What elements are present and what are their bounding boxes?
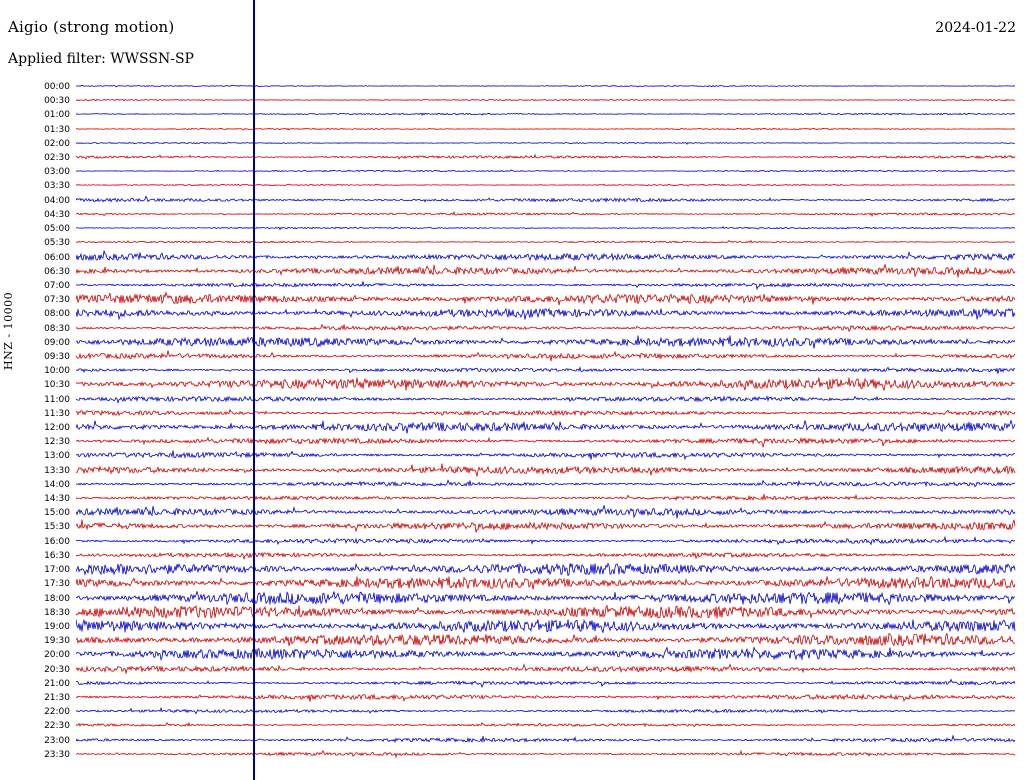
trace-line xyxy=(76,633,1016,647)
trace-row xyxy=(76,278,1016,292)
time-tick-label: 01:30 xyxy=(44,124,70,135)
trace-line xyxy=(76,93,1016,107)
trace-row xyxy=(76,733,1016,747)
time-tick-label: 01:00 xyxy=(44,110,70,121)
time-tick-label: 03:00 xyxy=(44,167,70,178)
trace-row xyxy=(76,363,1016,377)
time-tick-label: 16:00 xyxy=(44,536,70,547)
trace-row xyxy=(76,335,1016,349)
time-tick-label: 00:30 xyxy=(44,96,70,107)
trace-line xyxy=(76,122,1016,136)
trace-line xyxy=(76,193,1016,207)
trace-row xyxy=(76,519,1016,533)
trace-line xyxy=(76,264,1016,278)
trace-line xyxy=(76,662,1016,676)
trace-row xyxy=(76,392,1016,406)
trace-row xyxy=(76,221,1016,235)
time-tick-label: 16:30 xyxy=(44,550,70,561)
trace-row xyxy=(76,448,1016,462)
trace-row xyxy=(76,662,1016,676)
trace-line xyxy=(76,448,1016,462)
trace-line xyxy=(76,278,1016,292)
trace-line xyxy=(76,150,1016,164)
time-axis xyxy=(0,84,74,766)
trace-line xyxy=(76,349,1016,363)
trace-line xyxy=(76,605,1016,619)
time-tick-label: 21:00 xyxy=(44,678,70,689)
time-tick-label: 19:00 xyxy=(44,621,70,632)
time-tick-label: 10:00 xyxy=(44,366,70,377)
time-tick-label: 17:30 xyxy=(44,579,70,590)
trace-row xyxy=(76,93,1016,107)
time-tick-label: 22:30 xyxy=(44,721,70,732)
time-tick-label: 08:30 xyxy=(44,323,70,334)
time-tick-label: 05:00 xyxy=(44,224,70,235)
time-tick-label: 12:00 xyxy=(44,423,70,433)
time-tick-label: 11:30 xyxy=(44,408,70,419)
trace-row xyxy=(76,747,1016,761)
trace-line xyxy=(76,235,1016,249)
time-tick-label: 07:00 xyxy=(44,280,70,291)
time-tick-label: 02:00 xyxy=(44,138,70,149)
trace-row xyxy=(76,292,1016,306)
time-tick-label: 08:00 xyxy=(44,309,70,320)
trace-row xyxy=(76,264,1016,278)
trace-line xyxy=(76,306,1016,320)
trace-line xyxy=(76,704,1016,718)
time-tick-label: 04:00 xyxy=(44,195,70,206)
trace-row xyxy=(76,79,1016,93)
trace-row xyxy=(76,633,1016,647)
trace-row xyxy=(76,591,1016,605)
time-tick-label: 07:30 xyxy=(44,295,70,306)
trace-line xyxy=(76,434,1016,448)
trace-line xyxy=(76,178,1016,192)
time-tick-label: 06:00 xyxy=(44,252,70,263)
trace-line xyxy=(76,505,1016,519)
trace-line xyxy=(76,519,1016,533)
trace-row xyxy=(76,434,1016,448)
trace-line xyxy=(76,335,1016,349)
trace-line xyxy=(76,463,1016,477)
time-tick-label: 15:30 xyxy=(44,522,70,533)
time-tick-label: 18:30 xyxy=(44,607,70,618)
time-tick-label: 14:30 xyxy=(44,494,70,505)
time-tick-label: 18:00 xyxy=(44,593,70,604)
trace-line xyxy=(76,619,1016,633)
time-tick-label: 05:30 xyxy=(44,238,70,249)
trace-line xyxy=(76,406,1016,420)
time-tick-label: 04:30 xyxy=(44,209,70,220)
trace-line xyxy=(76,718,1016,732)
page-title: Aigio (strong motion) xyxy=(8,18,175,36)
trace-line xyxy=(76,747,1016,761)
trace-row xyxy=(76,122,1016,136)
trace-line xyxy=(76,321,1016,335)
trace-line xyxy=(76,136,1016,150)
trace-row xyxy=(76,235,1016,249)
trace-row xyxy=(76,576,1016,590)
trace-row xyxy=(76,562,1016,576)
trace-line xyxy=(76,107,1016,121)
trace-line xyxy=(76,733,1016,747)
seismogram-plot xyxy=(76,84,1016,766)
time-tick-label: 17:00 xyxy=(44,565,70,576)
trace-row xyxy=(76,321,1016,335)
trace-line xyxy=(76,548,1016,562)
time-tick-label: 10:30 xyxy=(44,380,70,391)
trace-row xyxy=(76,420,1016,434)
y-axis-label: HNZ - 10000 xyxy=(2,291,15,370)
cursor-line xyxy=(253,0,255,780)
trace-line xyxy=(76,377,1016,391)
time-tick-label: 23:30 xyxy=(44,749,70,760)
trace-line xyxy=(76,363,1016,377)
time-tick-label: 02:30 xyxy=(44,153,70,164)
time-tick-label: 13:00 xyxy=(44,451,70,462)
trace-line xyxy=(76,392,1016,406)
trace-row xyxy=(76,107,1016,121)
trace-row xyxy=(76,207,1016,221)
trace-row xyxy=(76,377,1016,391)
trace-line xyxy=(76,690,1016,704)
trace-row xyxy=(76,250,1016,264)
trace-line xyxy=(76,562,1016,576)
trace-row xyxy=(76,491,1016,505)
time-tick-label: 21:30 xyxy=(44,692,70,703)
trace-row xyxy=(76,477,1016,491)
trace-row xyxy=(76,619,1016,633)
trace-row xyxy=(76,136,1016,150)
trace-row xyxy=(76,534,1016,548)
trace-row xyxy=(76,676,1016,690)
trace-row xyxy=(76,718,1016,732)
time-tick-label: 03:30 xyxy=(44,181,70,192)
trace-row xyxy=(76,463,1016,477)
trace-line xyxy=(76,491,1016,505)
trace-row xyxy=(76,548,1016,562)
time-tick-label: 11:00 xyxy=(44,394,70,405)
date-label: 2024-01-22 xyxy=(935,20,1016,36)
trace-line xyxy=(76,221,1016,235)
time-tick-label: 00:00 xyxy=(44,82,70,92)
trace-row xyxy=(76,349,1016,363)
trace-row xyxy=(76,690,1016,704)
time-tick-label: 20:30 xyxy=(44,664,70,675)
time-tick-label: 14:00 xyxy=(44,479,70,490)
trace-row xyxy=(76,150,1016,164)
filter-label: Applied filter: WWSSN-SP xyxy=(8,51,194,67)
trace-line xyxy=(76,420,1016,434)
time-tick-label: 15:00 xyxy=(44,508,70,519)
trace-row xyxy=(76,605,1016,619)
time-tick-label: 13:30 xyxy=(44,465,70,476)
trace-row xyxy=(76,164,1016,178)
time-tick-label: 23:00 xyxy=(44,735,70,746)
trace-row xyxy=(76,406,1016,420)
trace-line xyxy=(76,207,1016,221)
trace-line xyxy=(76,534,1016,548)
trace-line xyxy=(76,164,1016,178)
trace-line xyxy=(76,676,1016,690)
trace-line xyxy=(76,292,1016,306)
trace-row xyxy=(76,178,1016,192)
trace-line xyxy=(76,477,1016,491)
trace-line xyxy=(76,591,1016,605)
trace-row xyxy=(76,704,1016,718)
trace-line xyxy=(76,79,1016,93)
trace-row xyxy=(76,306,1016,320)
chart-header xyxy=(0,0,1024,80)
time-tick-label: 22:00 xyxy=(44,707,70,718)
trace-line xyxy=(76,250,1016,264)
time-tick-label: 12:30 xyxy=(44,437,70,448)
trace-line xyxy=(76,576,1016,590)
trace-row xyxy=(76,193,1016,207)
time-tick-label: 19:30 xyxy=(44,636,70,647)
trace-row xyxy=(76,505,1016,519)
trace-line xyxy=(76,647,1016,661)
trace-row xyxy=(76,647,1016,661)
time-tick-label: 09:00 xyxy=(44,337,70,348)
time-tick-label: 20:00 xyxy=(44,650,70,661)
time-tick-label: 06:30 xyxy=(44,266,70,277)
time-tick-label: 09:30 xyxy=(44,351,70,362)
